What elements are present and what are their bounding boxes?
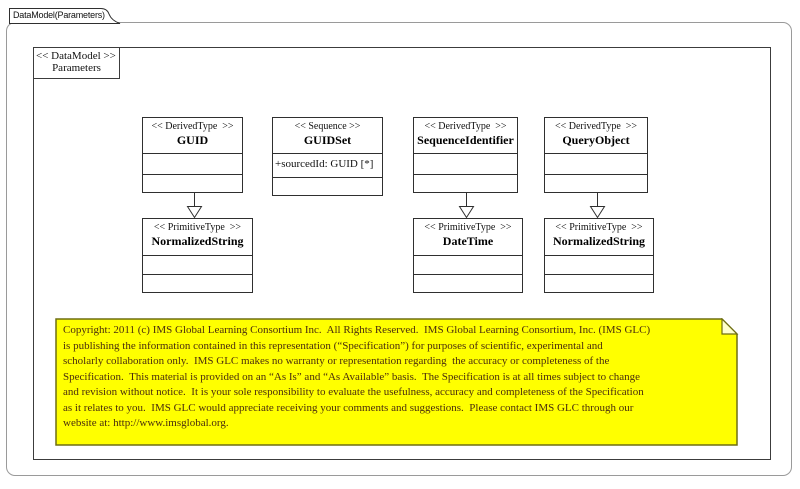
note-line: scholarly collaboration only. IMS GLC makes no warranty or representation regarding the accuracy or completeness of the <box>63 355 610 367</box>
operations-compartment <box>545 274 653 294</box>
attributes-compartment <box>545 255 653 274</box>
operations-compartment <box>414 274 522 294</box>
class-header <box>545 118 647 153</box>
uml-class-sequenceidentifier[interactable] <box>413 117 518 193</box>
attributes-compartment <box>414 255 522 274</box>
class-header <box>143 219 252 255</box>
class-name: NormalizedString <box>553 234 645 248</box>
uml-class-normalizedstring-1[interactable] <box>142 218 253 293</box>
frame-stereotype: << DataModel >> <box>36 50 116 62</box>
class-name: NormalizedString <box>151 234 244 248</box>
attribute-sourcedid: +sourcedId: GUID [*] <box>275 158 374 170</box>
attributes-compartment <box>414 153 517 174</box>
note-line: is publishing the information contained in this representation (“Specification”) for purposes of scientific, experimental and <box>63 339 603 352</box>
uml-class-datetime[interactable] <box>413 218 523 293</box>
class-name: GUIDSet <box>303 133 352 147</box>
attributes-compartment <box>545 153 647 174</box>
attributes-compartment <box>273 153 382 177</box>
copyright-note-text <box>63 323 731 432</box>
class-name: SequenceIdentifier <box>417 133 514 147</box>
note-line: and revision without notice. It is your sole responsibility to evaluate the usefulness, accuracy and completeness of the Specification <box>63 386 644 398</box>
note-line: as it relates to you. IMS GLC would appreciate receiving your comments and suggestions. Please contact IMS GLC through our <box>63 401 634 414</box>
class-header <box>273 118 382 153</box>
class-header <box>414 118 517 153</box>
class-stereotype: << DerivedType >> <box>424 121 507 132</box>
uml-frame-name-box[interactable] <box>33 47 120 79</box>
operations-compartment <box>143 274 252 294</box>
class-stereotype: << PrimitiveType >> <box>153 222 242 233</box>
note-line: Copyright: 2011 (c) IMS Global Learning Consortium Inc. All Rights Reserved. IMS Global Learning Consortium, Inc. (IMS GLC) <box>63 324 651 336</box>
operations-compartment <box>143 174 242 194</box>
class-header <box>414 219 522 255</box>
frame-name: Parameters <box>52 62 101 74</box>
uml-class-guidset[interactable] <box>272 117 383 196</box>
note-line: Specification. This material is provided on an “As Is” and “As Available” basis. The Specification is at all times subject to change <box>63 370 641 383</box>
class-header <box>143 118 242 153</box>
operations-compartment <box>414 174 517 194</box>
operations-compartment <box>273 177 382 197</box>
note-line: website at: http://www.imsglobal.org. <box>63 417 229 429</box>
class-stereotype: << Sequence >> <box>294 121 361 132</box>
attributes-compartment <box>143 255 252 274</box>
class-name: GUID <box>176 133 209 147</box>
class-stereotype: << DerivedType >> <box>151 121 234 132</box>
operations-compartment <box>545 174 647 194</box>
uml-class-normalizedstring-2[interactable] <box>544 218 654 293</box>
class-name: QueryObject <box>562 133 630 147</box>
class-stereotype: << PrimitiveType >> <box>424 222 512 233</box>
attributes-compartment <box>143 153 242 174</box>
class-header <box>545 219 653 255</box>
diagram-tab-label: DataModel(Parameters) <box>13 10 105 20</box>
class-stereotype: << DerivedType >> <box>554 121 638 132</box>
class-name: DateTime <box>442 234 494 248</box>
class-stereotype: << PrimitiveType >> <box>555 222 643 233</box>
uml-class-queryobject[interactable] <box>544 117 648 193</box>
uml-class-guid[interactable] <box>142 117 243 193</box>
